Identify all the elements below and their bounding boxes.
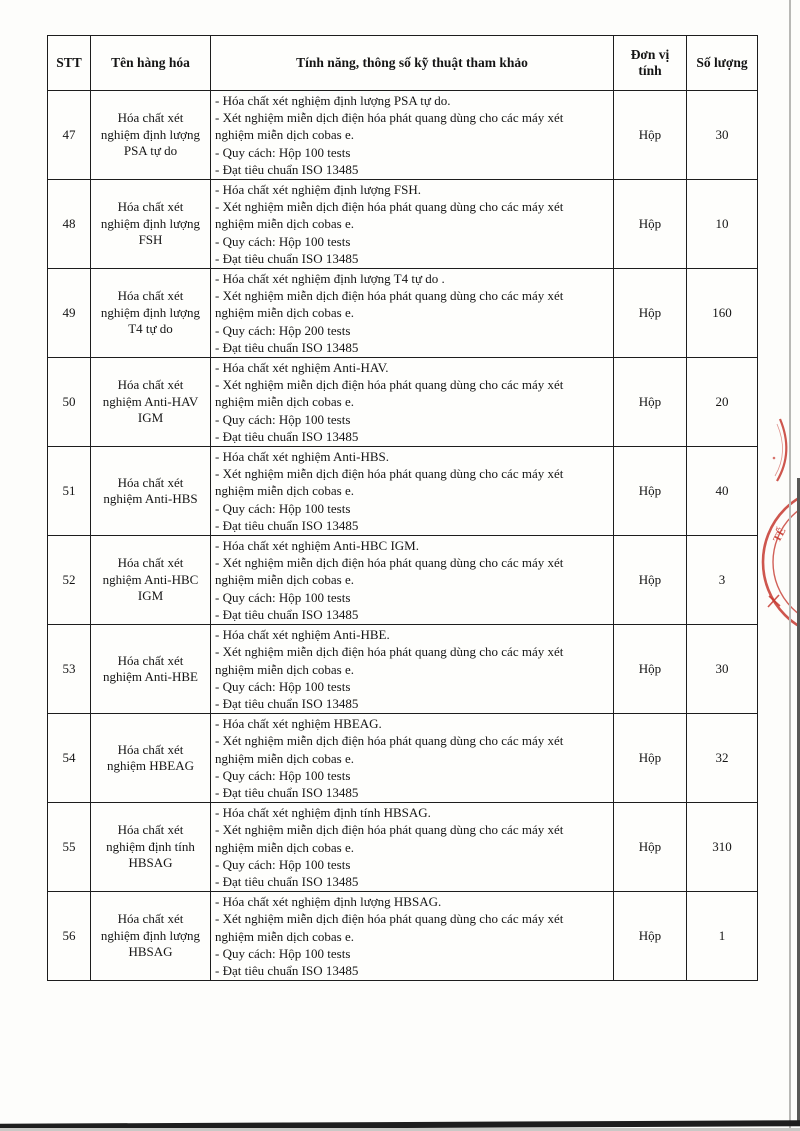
spec-line: - Quy cách: Hộp 100 tests bbox=[215, 945, 351, 961]
items-table bbox=[47, 35, 758, 981]
row-unit: Hộp bbox=[614, 269, 687, 358]
spec-line: - Đạt tiêu chuẩn ISO 13485 bbox=[215, 339, 359, 355]
col-header-product-name: Tên hàng hóa bbox=[91, 36, 211, 91]
row-specs bbox=[211, 180, 614, 269]
row-specs bbox=[211, 91, 614, 180]
spec-line: - Quy cách: Hộp 100 tests bbox=[215, 589, 351, 605]
spec-line: - Đạt tiêu chuẩn ISO 13485 bbox=[215, 250, 359, 266]
table-row bbox=[48, 180, 758, 269]
row-product-name: Hóa chất xét nghiệm định lượng PSA tự do bbox=[91, 91, 211, 180]
spec-line: - Xét nghiệm miễn dịch điện hóa phát quang dùng cho các máy xét nghiệm miễn dịch cobas e. bbox=[215, 288, 564, 321]
red-stamp-partial bbox=[740, 400, 800, 640]
row-product-name: Hóa chất xét nghiệm Anti-HBC IGM bbox=[91, 536, 211, 625]
spec-line: - Quy cách: Hộp 100 tests bbox=[215, 500, 351, 516]
row-index: 48 bbox=[48, 180, 91, 269]
spec-line: - Hóa chất xét nghiệm định lượng PSA tự do. bbox=[215, 93, 451, 108]
col-header-quantity: Số lượng bbox=[687, 36, 758, 91]
spec-line: - Đạt tiêu chuẩn ISO 13485 bbox=[215, 606, 359, 622]
spec-line: - Hóa chất xét nghiệm định lượng FSH. bbox=[215, 182, 422, 198]
row-quantity: 160 bbox=[687, 269, 758, 358]
row-quantity: 310 bbox=[687, 803, 758, 892]
scan-edge-right-line bbox=[789, 0, 791, 1131]
row-index: 52 bbox=[48, 536, 91, 625]
row-specs bbox=[211, 536, 614, 625]
table-row bbox=[48, 91, 758, 180]
row-index: 47 bbox=[48, 91, 91, 180]
row-quantity: 40 bbox=[687, 447, 758, 536]
table-row bbox=[48, 358, 758, 447]
spec-line: - Hóa chất xét nghiệm Anti-HBE. bbox=[215, 627, 390, 643]
table-row bbox=[48, 269, 758, 358]
row-product-name: Hóa chất xét nghiệm định lượng FSH bbox=[91, 180, 211, 269]
spec-line: - Xét nghiệm miễn dịch điện hóa phát quang dùng cho các máy xét nghiệm miễn dịch cobas e. bbox=[215, 377, 564, 410]
table-row bbox=[48, 892, 758, 981]
spec-line: - Xét nghiệm miễn dịch điện hóa phát quang dùng cho các máy xét nghiệm miễn dịch cobas e. bbox=[215, 110, 564, 143]
row-unit: Hộp bbox=[614, 625, 687, 714]
table-row bbox=[48, 625, 758, 714]
row-index: 50 bbox=[48, 358, 91, 447]
spec-line: - Xét nghiệm miễn dịch điện hóa phát quang dùng cho các máy xét nghiệm miễn dịch cobas e. bbox=[215, 733, 564, 766]
row-index: 51 bbox=[48, 447, 91, 536]
row-specs bbox=[211, 803, 614, 892]
row-unit: Hộp bbox=[614, 358, 687, 447]
stamp-rings bbox=[763, 487, 800, 637]
row-unit: Hộp bbox=[614, 447, 687, 536]
spec-line: - Hóa chất xét nghiệm HBEAG. bbox=[215, 716, 382, 732]
spec-line: - Đạt tiêu chuẩn ISO 13485 bbox=[215, 873, 359, 889]
stamp-text: TẾ bbox=[771, 525, 789, 545]
row-specs bbox=[211, 447, 614, 536]
spec-line: - Hóa chất xét nghiệm Anti-HBC IGM. bbox=[215, 538, 419, 554]
spec-line: - Quy cách: Hộp 200 tests bbox=[215, 322, 351, 338]
row-quantity: 10 bbox=[687, 180, 758, 269]
spec-line: - Xét nghiệm miễn dịch điện hóa phát quang dùng cho các máy xét nghiệm miễn dịch cobas e. bbox=[215, 466, 564, 499]
row-product-name: Hóa chất xét nghiệm Anti-HBE bbox=[91, 625, 211, 714]
spec-line: - Đạt tiêu chuẩn ISO 13485 bbox=[215, 695, 359, 711]
row-product-name: Hóa chất xét nghiệm định lượng T4 tự do bbox=[91, 269, 211, 358]
col-header-stt: STT bbox=[48, 36, 91, 91]
row-unit: Hộp bbox=[614, 714, 687, 803]
row-specs bbox=[211, 892, 614, 981]
table-header-row bbox=[48, 36, 758, 91]
row-quantity: 20 bbox=[687, 358, 758, 447]
row-quantity: 32 bbox=[687, 714, 758, 803]
stamp-star-mark bbox=[768, 595, 780, 607]
row-index: 49 bbox=[48, 269, 91, 358]
row-specs bbox=[211, 269, 614, 358]
spec-line: - Đạt tiêu chuẩn ISO 13485 bbox=[215, 962, 359, 978]
spec-line: - Xét nghiệm miễn dịch điện hóa phát quang dùng cho các máy xét nghiệm miễn dịch cobas e. bbox=[215, 911, 564, 944]
row-product-name: Hóa chất xét nghiệm Anti-HAV IGM bbox=[91, 358, 211, 447]
spec-line: - Quy cách: Hộp 100 tests bbox=[215, 678, 351, 694]
row-index: 54 bbox=[48, 714, 91, 803]
row-unit: Hộp bbox=[614, 91, 687, 180]
row-product-name: Hóa chất xét nghiệm định lượng HBSAG bbox=[91, 892, 211, 981]
row-product-name: Hóa chất xét nghiệm HBEAG bbox=[91, 714, 211, 803]
spec-line: - Xét nghiệm miễn dịch điện hóa phát quang dùng cho các máy xét nghiệm miễn dịch cobas e. bbox=[215, 822, 564, 855]
spec-line: - Hóa chất xét nghiệm định lượng HBSAG. bbox=[215, 894, 442, 910]
col-header-unit: Đơn vị tính bbox=[614, 36, 687, 91]
row-specs bbox=[211, 625, 614, 714]
row-index: 53 bbox=[48, 625, 91, 714]
spec-line: - Hóa chất xét nghiệm định lượng T4 tự do . bbox=[215, 271, 445, 287]
spec-line: - Quy cách: Hộp 100 tests bbox=[215, 856, 351, 872]
signature-arc bbox=[773, 419, 787, 481]
spec-line: - Hóa chất xét nghiệm Anti-HAV. bbox=[215, 360, 389, 376]
spec-line: - Hóa chất xét nghiệm Anti-HBS. bbox=[215, 449, 390, 465]
table-row bbox=[48, 536, 758, 625]
table-row bbox=[48, 714, 758, 803]
row-specs bbox=[211, 358, 614, 447]
row-index: 56 bbox=[48, 892, 91, 981]
row-quantity: 30 bbox=[687, 625, 758, 714]
row-unit: Hộp bbox=[614, 892, 687, 981]
spec-line: - Quy cách: Hộp 100 tests bbox=[215, 144, 351, 160]
row-quantity: 30 bbox=[687, 91, 758, 180]
spec-line: - Quy cách: Hộp 100 tests bbox=[215, 767, 351, 783]
col-header-specs: Tính năng, thông số kỹ thuật tham khảo bbox=[211, 36, 614, 91]
table-row bbox=[48, 803, 758, 892]
spec-line: - Quy cách: Hộp 100 tests bbox=[215, 233, 351, 249]
spec-line: - Đạt tiêu chuẩn ISO 13485 bbox=[215, 428, 359, 444]
spec-line: - Đạt tiêu chuẩn ISO 13485 bbox=[215, 784, 359, 800]
row-unit: Hộp bbox=[614, 803, 687, 892]
row-product-name: Hóa chất xét nghiệm định tính HBSAG bbox=[91, 803, 211, 892]
spec-line: - Đạt tiêu chuẩn ISO 13485 bbox=[215, 517, 359, 533]
spec-line: - Xét nghiệm miễn dịch điện hóa phát quang dùng cho các máy xét nghiệm miễn dịch cobas e. bbox=[215, 199, 564, 232]
spec-line: - Xét nghiệm miễn dịch điện hóa phát quang dùng cho các máy xét nghiệm miễn dịch cobas e. bbox=[215, 644, 564, 677]
row-index: 55 bbox=[48, 803, 91, 892]
table-row bbox=[48, 447, 758, 536]
row-unit: Hộp bbox=[614, 536, 687, 625]
row-quantity: 1 bbox=[687, 892, 758, 981]
spec-line: - Hóa chất xét nghiệm định tính HBSAG. bbox=[215, 805, 431, 821]
row-quantity: 3 bbox=[687, 536, 758, 625]
row-product-name: Hóa chất xét nghiệm Anti-HBS bbox=[91, 447, 211, 536]
spec-line: - Xét nghiệm miễn dịch điện hóa phát quang dùng cho các máy xét nghiệm miễn dịch cobas e. bbox=[215, 555, 564, 588]
row-specs bbox=[211, 714, 614, 803]
spec-line: - Quy cách: Hộp 100 tests bbox=[215, 411, 351, 427]
spec-line: - Đạt tiêu chuẩn ISO 13485 bbox=[215, 161, 359, 177]
row-unit: Hộp bbox=[614, 180, 687, 269]
